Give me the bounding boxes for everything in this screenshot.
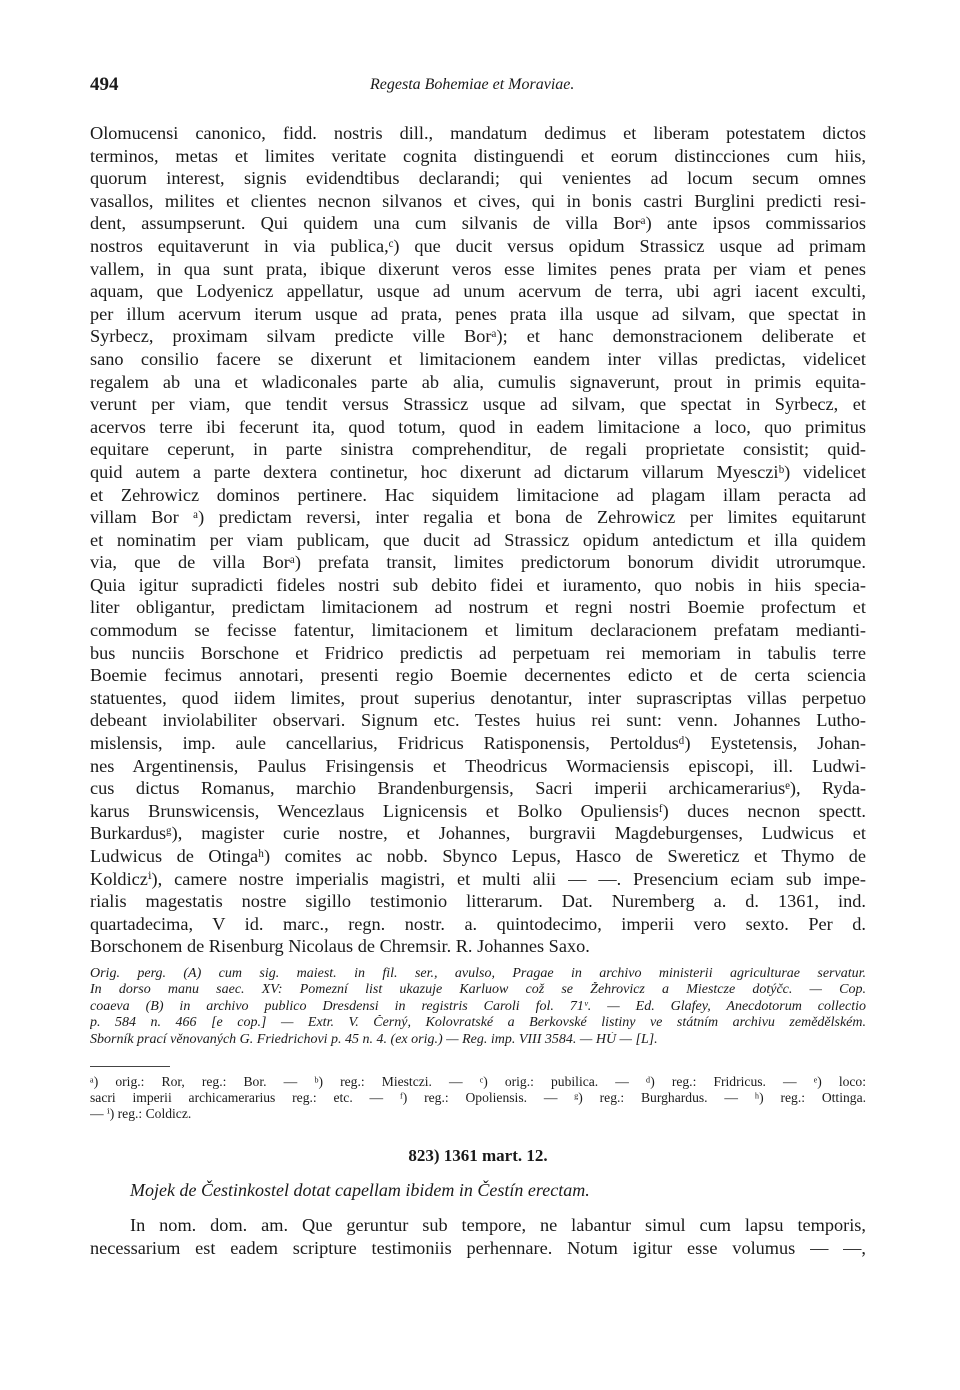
document-heading: 823) 1361 mart. 12. xyxy=(408,1146,548,1165)
text-line: sano consilio facere se dixerunt et limitacionem eandem inter villas predictas, videlicet xyxy=(90,348,866,369)
document-text-line: necessarium est eadem scripture testimoniis perhennare. Notum igitur esse volumus — —, xyxy=(90,1237,866,1258)
footnote-line: ᵃ) orig.: Ror, reg.: Bor. — ᵇ) reg.: Miestczi. — ᶜ) orig.: pubilica. — ᵈ) reg.: Fridricus. — ᵉ) loco: xyxy=(90,1074,866,1089)
text-line: bus nunciis Borschone et Fridrico predictis ad perpetuam rei memoriam in tabulis terre xyxy=(90,642,866,663)
text-line: statuentes, quod iidem limites, prout superius denotantur, inter suprascriptas villas perpetuo xyxy=(90,687,866,708)
text-line: nostros equitaverunt in via publica,ᶜ) que ducit versus opidum Strassicz usque ad primam xyxy=(90,235,866,256)
text-line: debeant inviolabiliter observari. Signum etc. Testes huius rei sunt: venn. Johannes Lutho- xyxy=(90,710,866,731)
text-line: Boemie fecimus annotari, presenti regio Boemie decernentes edicto et de certa sciencia xyxy=(90,665,866,686)
page-number: 494 xyxy=(90,74,119,95)
charter-text xyxy=(90,122,866,958)
text-line: per illum acervum iterum usque ad prata, penes prata illa usque ad silvam, que spectat in xyxy=(90,303,866,324)
text-line: mislensis, imp. aule cancellarius, Fridricus Ratisponensis, Pertoldusᵈ) Eystetensis, Johan- xyxy=(90,733,866,754)
text-line: quid autem a parte dextera continetur, hoc dixerunt ad dictarum villarum Myescziᵇ) videlicet xyxy=(90,461,866,482)
text-line: quorum interest, signis evidendtibus declarandi; qui venientes ad locum secum omnes xyxy=(90,168,866,189)
text-line: regalem ab una et wladiconales parte ab alia, cumulis signaverunt, prout in primis equita- xyxy=(90,371,866,392)
footnotes xyxy=(90,1074,866,1122)
text-line: vallem, in qua sunt prata, ibique dixerunt veros esse limites penes prata per viam et penes xyxy=(90,258,866,279)
text-line: Ludwicus de Otingaʰ) comites ac nobb. Sbynco Lepus, Hasco de Swereticz et Thymo de xyxy=(90,846,866,866)
text-line: Quia igitur supradicti fideles nostri sub debito fidei et iuramento, quo nobis in hiis specia- xyxy=(90,574,866,595)
document-text xyxy=(90,1214,866,1259)
text-line: Syrbecz, proximam silvam predicte ville Borᵃ); et hanc demonstracionem deliberate et xyxy=(90,326,866,347)
text-line: villam Bor ᵃ) predictam reversi, inter regalia et bona de Zehrowicz per limites equitarunt xyxy=(90,507,866,528)
text-line: quartadecima, V id. marc., regn. nostr. a. quintodecimo, imperii vero sexto. Per d. xyxy=(90,913,866,934)
document-regest: Mojek de Čestinkostel dotat capellam ibidem in Čestín erectam. xyxy=(130,1180,590,1200)
footnote-line: sacri imperii archicamerarius reg.: etc. — ᶠ) reg.: Opoliensis. — ᵍ) reg.: Burghardus. — ʰ) reg.: Ottinga. xyxy=(90,1090,866,1105)
apparatus-line: coaeva (B) in archivo publico Dresdensi in registris Caroli fol. 71ᵛ. — Ed. Glafey, Anecdotorum collectio xyxy=(90,998,866,1014)
apparatus-line: Sborník prací věnovaných G. Friedrichovi p. 45 n. 4. (ex orig.) — Reg. imp. VIII 3584. — HÚ — [L]. xyxy=(90,1031,658,1047)
apparatus-line: Orig. perg. (A) cum sig. maiest. in fil. ser., avulso, Pragae in archivo ministerii agriculturae servatur. xyxy=(90,966,866,981)
running-head xyxy=(90,74,866,100)
text-line: cus dictus Romanus, marchio Brandenburgensis, Sacri imperii archicamerariusᵉ), Ryda- xyxy=(90,778,866,799)
text-line: vasallos, milites et clientes necnon silvanos et cives, qui in bonis castri Burglini predicti resi- xyxy=(90,190,866,211)
text-line: dent, assumpserunt. Qui quidem una cum silvanis de villa Borᵃ) ante ipsos commissarios xyxy=(90,213,866,234)
text-line: liter obligantur, predictam limitacionem ad nostrum et regni nostri Boemie profectum et xyxy=(90,597,866,618)
text-line: via, que de villa Borᵃ) prefata transit, limites predictorum bonorum dividit utrorumque. xyxy=(90,552,866,573)
footnote-divider xyxy=(90,1066,170,1067)
text-line: Burkardusᵍ), magister curie nostre, et Johannes, burgravii Magdeburgenses, Ludwicus et xyxy=(90,823,866,844)
running-title: Regesta Bohemiae et Moraviae. xyxy=(370,76,575,93)
text-line: rialis magestatis nostre sigillo testimonio litterarum. Dat. Nuremberg a. d. 1361, ind. xyxy=(90,891,866,912)
text-line: Koldiczⁱ), camere nostre imperialis magistri, et multi alii — —. Presencium eciam sub impe- xyxy=(90,868,866,889)
text-line: commodum se fecisse fatentur, limitacionem et limitum declaracionem prefatam medianti- xyxy=(90,620,866,641)
text-line: acervos terre ibi fecerunt ita, quod totum, quod in eadem limitacione a loco, quo primitus xyxy=(90,416,866,437)
apparatus-line: In dorso manu saec. XV: Pomezní list ukazuje Karluow což se Žehrovicz a Miestcze dotýčc. — Cop. xyxy=(90,982,866,998)
text-line: et nominatim per viam publicam, que ducit ad Strassicz opidum antedictum et illa quidem xyxy=(90,529,866,550)
text-line: verunt per viam, que tendit versus Strassicz usque ad silvam, que spectat in Syrbecz, et xyxy=(90,394,866,415)
text-line: equitare ceperunt, in parte sinistra comprehenditur, de regali proprietate consistit; quid- xyxy=(90,439,866,460)
document-text-line: In nom. dom. am. Que geruntur sub tempore, ne labantur simul cum lapsu temporis, xyxy=(130,1215,866,1235)
text-line: nes Argentinensis, Paulus Frisingensis et Theodricus Wormaciensis episcopi, ill. Ludwi- xyxy=(90,755,866,776)
source-apparatus xyxy=(90,966,866,1048)
apparatus-line: p. 584 n. 466 [e cop.] — Extr. V. Černý, Kolovratské a Berkovské listiny ve státním archivu zemědělském. xyxy=(90,1015,866,1031)
text-line: et Zehrowicz dominos pertinere. Hac siquidem limitacione ad plagam illam peracta ad xyxy=(90,484,866,505)
footnote-line: — ⁱ) reg.: Coldicz. xyxy=(90,1106,192,1121)
text-line: Borschonem de Risenburg Nicolaus de Chremsir. R. Johannes Saxo. xyxy=(90,936,590,957)
text-line: aquam, que Lodyenicz appellatur, usque ad unum acervum de terra, ubi agri iacent exculti, xyxy=(90,281,866,302)
text-line: Olomucensi canonico, fidd. nostris dill., mandatum dedimus et liberam potestatem dictos xyxy=(90,123,866,143)
text-line: karus Brunswicensis, Wencezlaus Lignicensis et Bolko Opuliensisᶠ) duces necnon spectt. xyxy=(90,800,866,821)
text-line: terminos, metas et limites veritate cognita distinguendi et eorum distincciones cum hiis, xyxy=(90,145,866,166)
